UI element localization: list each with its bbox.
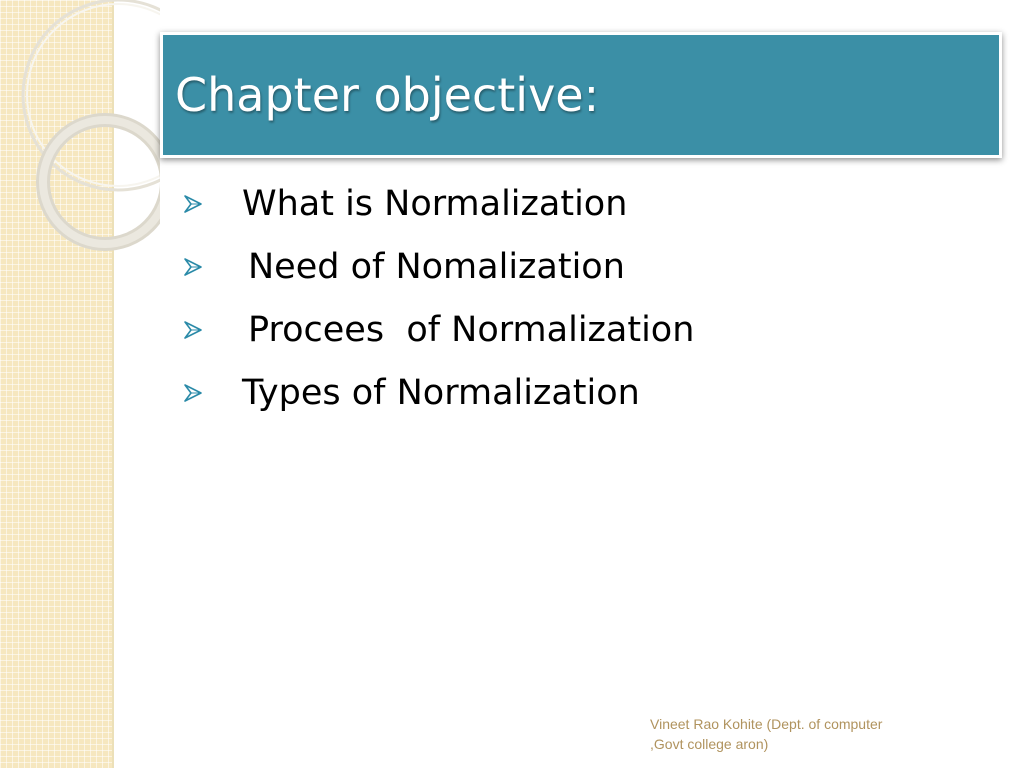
footer-credit	[650, 714, 940, 754]
footer-line: ,Govt college aron)	[650, 736, 769, 752]
bullet-text: What is Normalization	[242, 183, 628, 224]
arrowhead-bullet-icon	[182, 193, 204, 215]
footer-line: Vineet Rao Kohite (Dept. of computer	[650, 716, 883, 732]
bullet-item	[182, 298, 694, 361]
arrowhead-bullet-icon	[182, 382, 204, 404]
bullet-text: Types of Normalization	[242, 372, 640, 413]
title-bar	[160, 32, 1002, 158]
arrowhead-bullet-icon	[182, 256, 204, 278]
decorative-side-strip	[0, 0, 115, 768]
bullet-item	[182, 172, 694, 235]
bullet-text: Need of Nomalization	[248, 246, 625, 287]
slide-title: Chapter objective:	[175, 68, 600, 122]
bullet-list	[182, 172, 694, 424]
bullet-text: Procees of Normalization	[248, 309, 695, 350]
arrowhead-bullet-icon	[182, 319, 204, 341]
bullet-item	[182, 361, 694, 424]
bullet-item	[182, 235, 694, 298]
